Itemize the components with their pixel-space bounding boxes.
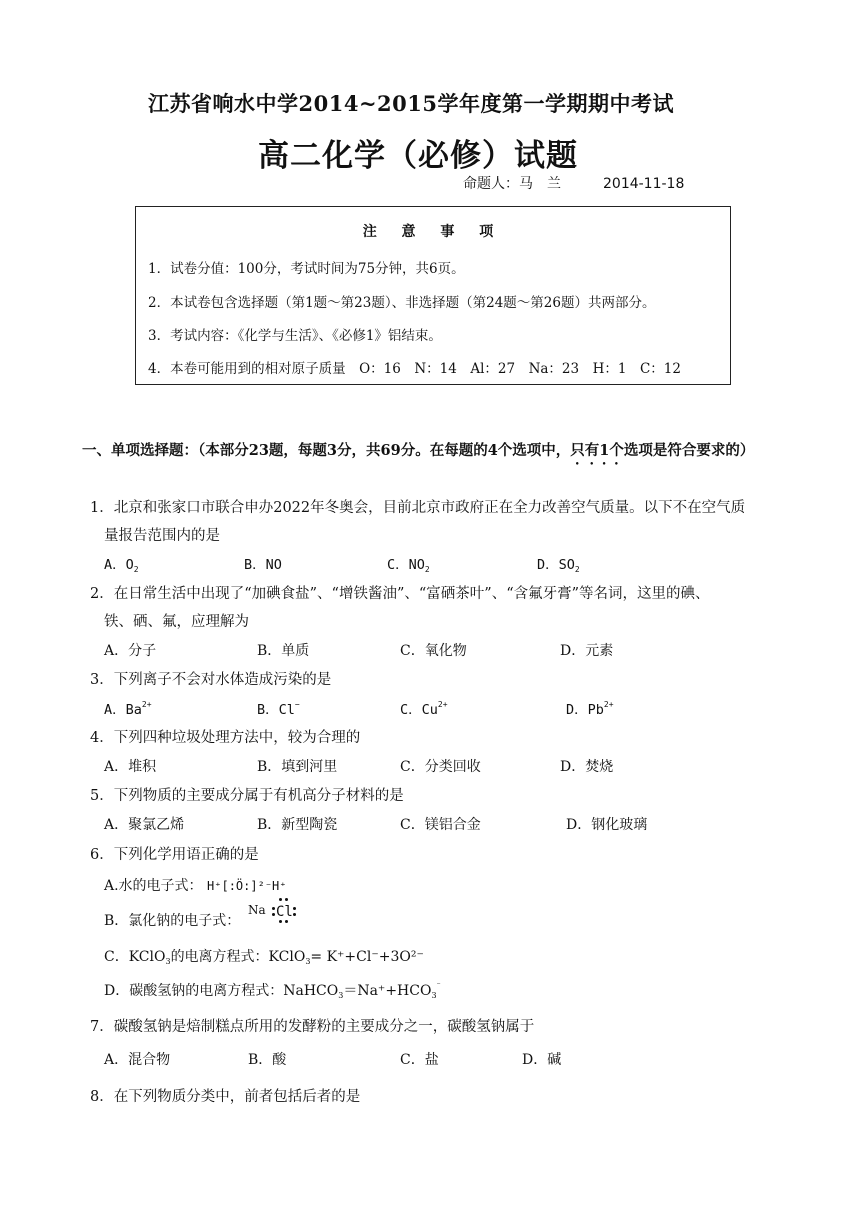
notice-item: 3．考试内容：《化学与生活》、《必修1》铝结束。 bbox=[148, 328, 442, 344]
section-header-suffix: 选项是符合要求的） bbox=[623, 442, 755, 459]
electron-dot bbox=[293, 907, 296, 910]
q7-option-c: C．盐 bbox=[400, 1052, 439, 1068]
q3-option-a: A．$Ba^{2+}$ bbox=[104, 700, 152, 718]
q4-option-c: C．分类回收 bbox=[400, 759, 481, 775]
electron-dot bbox=[279, 898, 282, 901]
notice-title: 注 意 事 项 bbox=[362, 224, 504, 240]
electron-dot bbox=[279, 920, 282, 923]
q4-option-b: B．填到河里 bbox=[257, 759, 338, 775]
sodium-symbol: Na bbox=[248, 903, 266, 917]
q6-option-a-label: A.水的电子式： bbox=[104, 878, 203, 894]
notice-item: 1．试卷分值：100分，考试时间为75分钟，共6页。 bbox=[148, 261, 465, 277]
notice-item: 4．本卷可能用到的相对原子质量 O：16 N：14 Al：27 Na：23 H：1 C：12 bbox=[148, 361, 681, 377]
q4-option-a: A．堆积 bbox=[104, 759, 157, 775]
exam-date: 2014-11-18 bbox=[603, 176, 685, 192]
notice-item: 2．本试卷包含选择题（第1题～第23题）、非选择题（第24题～第26题）共两部分。 bbox=[148, 295, 656, 311]
chlorine-symbol: Cl bbox=[276, 904, 293, 920]
section-header bbox=[82, 440, 792, 468]
q2-option-a: A．分子 bbox=[104, 643, 157, 659]
q2-option-c: C．氧化物 bbox=[400, 643, 467, 659]
q1-option-c: C．$NO_2$ bbox=[387, 557, 430, 574]
q3-option-c: C．$Cu^{2+}$ bbox=[400, 700, 448, 718]
q5-option-d: D．钢化玻璃 bbox=[566, 817, 648, 833]
school-title: 江苏省响水中学2014~2015学年度第一学期期中考试 bbox=[148, 91, 674, 116]
question-6-line-1: 6．下列化学用语正确的是 bbox=[90, 847, 259, 863]
water-electron-formula: H⁺[:Ö:]²⁻H⁺ bbox=[207, 879, 287, 893]
q1-option-d: D．$SO_2$ bbox=[537, 557, 580, 574]
author-line bbox=[463, 173, 684, 193]
q1-option-a: A．$O_2$ bbox=[104, 557, 139, 574]
question-2-line-2: 铁、硒、氟，应理解为 bbox=[104, 614, 249, 630]
section-header-emphasis: 只有1个 bbox=[570, 442, 624, 459]
q3-option-b: B．Cl− bbox=[257, 700, 300, 718]
q5-option-c: C．镁铝合金 bbox=[400, 817, 481, 833]
q6-option-a bbox=[104, 875, 287, 895]
q2-option-d: D．元素 bbox=[560, 643, 614, 659]
notice-box bbox=[135, 206, 731, 385]
q6-option-c: C．KClO$_3$的电离方程式：KClO$_3$= K⁺+Cl⁻+3O²⁻ bbox=[104, 949, 424, 966]
electron-dot bbox=[285, 898, 288, 901]
q2-option-b: B．单质 bbox=[257, 643, 310, 659]
section-header-prefix: 一、单项选择题：（本部分23题，每题3分，共69分。在每题的4个选项中， bbox=[82, 442, 571, 459]
question-1-line-2: 量报告范围内的是 bbox=[104, 528, 220, 544]
page-title: 高二化学（必修）试题 bbox=[258, 138, 578, 174]
question-2-line-1: 2．在日常生活中出现了“加碘食盐”、“增铁酱油”、“富硒茶叶”、“含氟牙膏”等名词，这里的碘、 bbox=[90, 586, 710, 602]
author: 命题人：马 兰 bbox=[463, 176, 561, 192]
q6-option-b bbox=[104, 910, 240, 930]
question-7-line-1: 7．碳酸氢钠是焙制糕点所用的发酵粉的主要成分之一，碳酸氢钠属于 bbox=[90, 1019, 535, 1035]
electron-dot bbox=[272, 907, 275, 910]
q5-option-b: B．新型陶瓷 bbox=[257, 817, 338, 833]
q1-option-b: B．NO bbox=[244, 557, 282, 573]
q4-option-d: D．焚烧 bbox=[560, 759, 614, 775]
question-3-line-1: 3．下列离子不会对水体造成污染的是 bbox=[90, 672, 332, 688]
q6-option-b-label: B．氯化钠的电子式： bbox=[104, 913, 241, 929]
question-4-line-1: 4．下列四种垃圾处理方法中，较为合理的 bbox=[90, 730, 361, 746]
q6-option-d: D．碳酸氢钠的电离方程式：$NaHCO_3=Na^++HCO_3^{^-}$ bbox=[104, 981, 441, 1000]
question-8-line-1: 8．在下列物质分类中，前者包括后者的是 bbox=[90, 1089, 361, 1105]
electron-dot bbox=[272, 913, 275, 916]
question-5-line-1: 5．下列物质的主要成分属于有机高分子材料的是 bbox=[90, 788, 404, 804]
q3-option-d: D．$Pb^{2+}$ bbox=[566, 700, 614, 718]
question-1-line-1: 1．北京和张家口市联合申办2022年冬奥会，目前北京市政府正在全力改善空气质量。以下不在空气质 bbox=[90, 500, 746, 516]
q7-option-b: B．酸 bbox=[248, 1052, 287, 1068]
electron-dot bbox=[293, 913, 296, 916]
q5-option-a: A．聚氯乙烯 bbox=[104, 817, 185, 833]
q7-option-a: A．混合物 bbox=[104, 1052, 171, 1068]
q7-option-d: D．碱 bbox=[522, 1052, 562, 1068]
electron-dot bbox=[285, 920, 288, 923]
